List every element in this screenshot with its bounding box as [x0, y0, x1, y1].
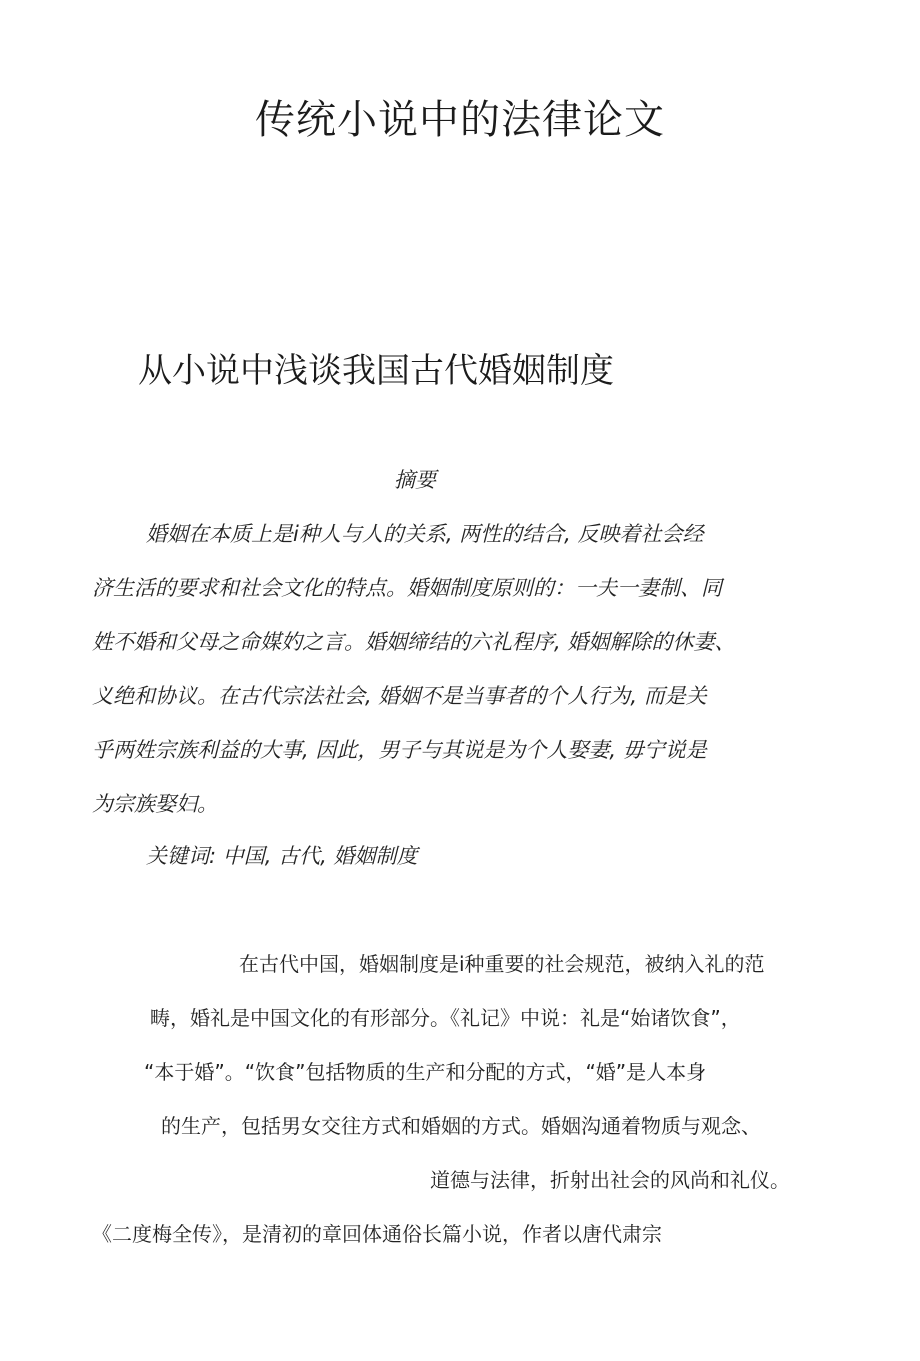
abstract-line: 为宗族娶妇。: [92, 792, 218, 816]
body-line: 在古代中国，婚姻制度是i种重要的社会规范，被纳入礼的范: [239, 952, 765, 976]
body-line: 道德与法律，折射出社会的风尚和礼仪。: [430, 1168, 790, 1192]
abstract-line: 济生活的要求和社会文化的特点。婚姻制度原则的：一夫一妻制、同: [92, 576, 722, 600]
paper-subtitle: 从小说中浅谈我国古代婚姻制度: [138, 351, 614, 391]
body-line: “本于婚”。“饮食”包括物质的生产和分配的方式，“婚”是人本身: [144, 1060, 707, 1084]
body-line: 的生产，包括男女交往方式和婚姻的方式。婚姻沟通着物质与观念、: [161, 1114, 761, 1138]
abstract-line: 乎两姓宗族利益的大事, 因此，男子与其说是为个人娶妻, 毋宁说是: [92, 738, 707, 762]
abstract-line: 姓不婚和父母之命媒妁之言。婚姻缔结的六礼程序, 婚姻解除的休妻、: [92, 630, 736, 654]
body-line: 《二度梅全传》，是清初的章回体通俗长篇小说，作者以唐代肃宗: [92, 1222, 662, 1246]
abstract-line: 婚姻在本质上是i种人与人的关系, 两性的结合, 反映着社会经: [146, 522, 704, 546]
body-line: 畴，婚礼是中国文化的有形部分。《礼记》中说：礼是“始诸饮食”，: [150, 1006, 741, 1030]
abstract-heading: 摘要: [394, 468, 436, 492]
page-title: 传统小说中的法律论文: [255, 97, 665, 143]
keywords-line: 关键词: 中国, 古代, 婚姻制度: [146, 844, 418, 868]
abstract-line: 义绝和协议。在古代宗法社会, 婚姻不是当事者的个人行为, 而是关: [92, 684, 707, 708]
